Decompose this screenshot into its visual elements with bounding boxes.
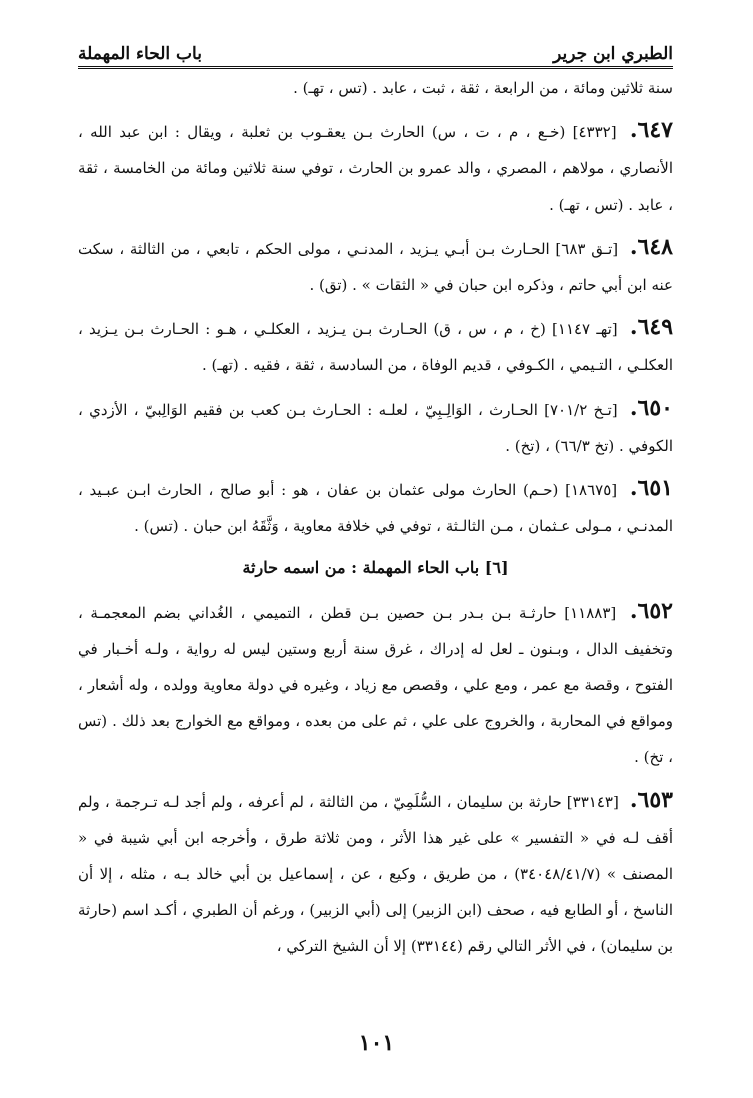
entry-number: ٦٤٨. xyxy=(629,233,673,260)
entry-text: [١٨٦٧٥] (حـم) الحارث مولى عثمان بن عفان ، هو : أبو صالح ، الحارث ابـن عبـيد ، المدنـي ، مـولى عـثمان ، مـن الثالـثة ، توفي في خلافة معاوية ، وَثَّقَهُ ابن حبان . (تس) . xyxy=(78,481,673,536)
entry-text: [تـخ ٧٠١/٢] الحـارث ، الوَالِـبِيّ ، لعلـه : الحـارث بـن كعب بن فقيم الوَالِبيّ ، الأزدي ، الكوفي . (تخ ٦٦/٣) ، (تخ) . xyxy=(78,400,673,455)
entry-number: ٦٥٠. xyxy=(629,394,673,421)
entry-text: سنة ثلاثين ومائة ، من الرابعة ، ثقة ، ثبت ، عابد . (تس ، تهـ) . xyxy=(293,79,673,97)
page-body xyxy=(78,70,673,971)
entry-number: ٦٥٣. xyxy=(629,786,673,813)
entry-650 xyxy=(78,390,673,464)
entry-number: ٦٤٧. xyxy=(629,117,673,144)
entry-text: [تـق ٦٨٣] الحـارث بـن أبـي يـزيد ، المدنـي ، مولى الحكم ، تابعي ، من الثالثة ، سكت عنه ابن أبي حاتم ، وذكره ابن حبان في « الثقات » . (تق) . xyxy=(78,239,673,295)
entry-number: ٦٥١. xyxy=(629,475,673,502)
running-header xyxy=(78,30,673,64)
header-book-title: الطبري ابن جرير xyxy=(553,44,673,64)
entry-648 xyxy=(78,229,673,303)
entry-continuation xyxy=(78,70,673,106)
entry-649 xyxy=(78,309,673,383)
header-rule xyxy=(78,66,673,69)
entry-647 xyxy=(78,112,673,223)
entry-text: [٣٣١٤٣] حارثة بن سليمان ، السُّلَمِيّ ، من الثالثة ، لم أعرفه ، ولم أجد لـه تـرجمة ، ولم أقف لـه في « التفسير » على غير هذا الأثر ، ومن ثلاثة طرق ، وأخرجه ابن أبي شيبة في « المصنف » (٣٤٠٤٨/٤١/٧) ، من طريق ، وكيع ، عن ، إسماعيل بن أبي خالد بـه ، مثله ، إلا أن الناسخ ، أو الطابع فيه ، صحف (ابن الزبير) إلى (أبي الزبير) ، ورغم أن الطبري ، أكـد اسم (حارثة بن سليمان) ، في الأثر التالي رقم (٣٣١٤٤) إلا أن الشيخ التركي ، xyxy=(78,792,673,956)
entry-text: [١١٨٨٣] حارثـة بـن بـدر بـن حصين بـن قطن ، التميمي ، الغُداني بضم المعجمـة ، وتخفيف الدال ، وبـنون ـ لعل له إدراك ، غرق سنة أربع وستين ليس له رواية ، ولـه أخـبار في الفتوح ، وقصة مع عمر ، ومع علي ، وقصص مع زياد ، وغيره في دولة معاوية وولده ، وله أشعار ، ومواقع في المحاربة ، والخروج على علي ، ثم على من بعده ، ومواقع مع الخوارج بعد ذلك . (تس ، تخ) . xyxy=(78,603,673,767)
entry-number: ٦٤٩. xyxy=(629,314,674,341)
header-chapter-title: باب الحاء المهملة xyxy=(78,44,202,64)
page-number: ١٠١ xyxy=(358,1030,395,1056)
entry-text: [تهـ ١١٤٧] (خ ، م ، س ، ق) الحـارث بـن يـزيد ، العكلـي ، هـو : الحـارث بـن يـزيد ، العكلـي ، التـيمي ، الكـوفي ، قديم الوفاة ، من السادسة ، ثقة ، فقيه . (تهـ) . xyxy=(78,320,673,375)
entry-number: ٦٥٢. xyxy=(629,597,673,624)
section-title: [٦] باب الحاء المهملة : من اسمه حارثة xyxy=(242,558,509,578)
entry-652 xyxy=(78,593,673,776)
entry-651 xyxy=(78,470,673,544)
entry-text: [٤٣٣٢] (خـع ، م ، ت ، س) الحارث بـن يعقـوب بن ثعلبة ، ويقال : ابن عبد الله ، الأنصاري ، مولاهم ، المصري ، والد عمرو بن الحارث ، توفي سنة ثلاثين ومائة من الخامسة ، ثقة ، عابد . (تس ، تهـ) . xyxy=(78,123,673,214)
entry-653 xyxy=(78,782,673,965)
